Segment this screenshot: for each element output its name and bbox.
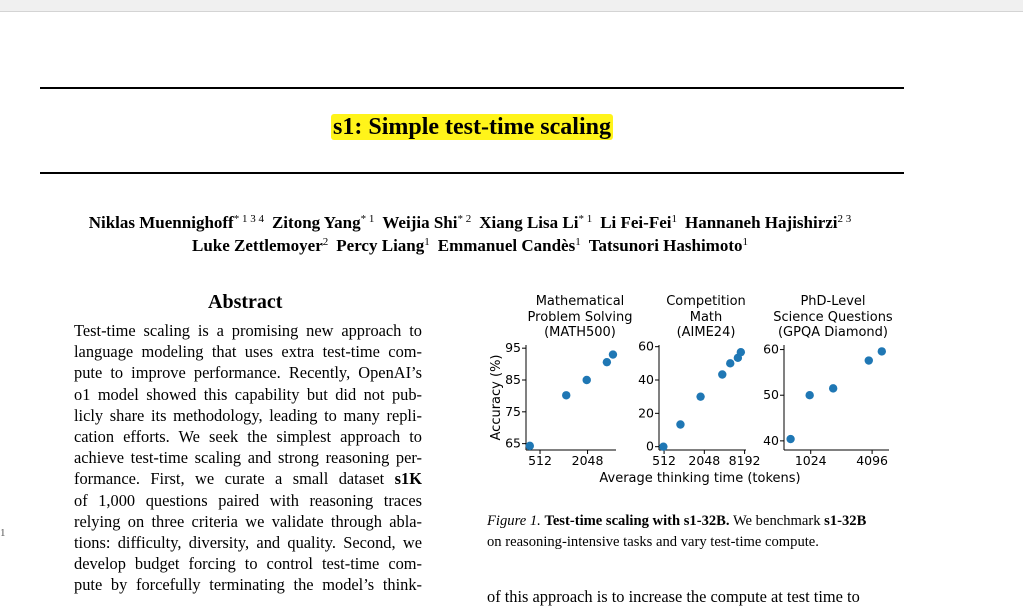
data-point	[718, 370, 726, 378]
author-name: Zitong Yang$^{* 1}$	[271, 213, 375, 232]
chart-title-line: Mathematical	[535, 294, 625, 309]
author-affiliation: * 1 3 4	[233, 213, 264, 225]
chart-title-line: (AIME24)	[676, 325, 736, 340]
caption-label: Figure 1.	[487, 513, 541, 529]
abstract-line: achieve test-time scaling and strong reasoning per-	[74, 448, 422, 468]
abstract-line: relying on three criteria we validate through abla-	[74, 511, 422, 531]
body-text-cutoff: of this approach is to increase the compute at test time to	[487, 587, 860, 606]
chart-title-line: Science Questions	[773, 309, 893, 325]
data-point	[526, 442, 534, 450]
chart-title-line: PhD-Level	[800, 294, 866, 309]
data-point	[609, 350, 617, 358]
data-point	[878, 347, 886, 355]
x-axis-label: Average thinking time (tokens)	[599, 471, 801, 486]
x-tick-label: 512	[652, 453, 676, 468]
author-affiliation: 2	[322, 236, 329, 248]
author-name: Li Fei-Fei$^1$	[600, 213, 677, 232]
x-tick-label: 512	[528, 453, 552, 468]
abstract-line: pute by forcefully terminating the model’s think-	[74, 575, 422, 595]
abstract-line: cation efforts. We seek the simplest approach to	[74, 427, 422, 447]
abstract-line: pute to improve performance. Recently, OpenAI’s	[74, 363, 422, 383]
caption-bold-2: s1-32B	[824, 513, 867, 529]
abstract-line: licly share its methodology, leading to many repli-	[74, 405, 422, 425]
authors-line-2	[0, 231, 940, 257]
author-affiliation: * 2	[457, 213, 472, 225]
author-affiliation: 1	[575, 236, 581, 248]
data-point	[829, 384, 837, 392]
y-tick-label: 65	[505, 435, 521, 451]
author-name: Xiang Lisa Li$^{* 1}$	[479, 213, 593, 232]
title-rule-top	[40, 87, 904, 89]
abstract-line: Test-time scaling is a promising new approach to	[74, 321, 422, 340]
y-tick-label: 0	[646, 438, 654, 454]
abstract-line-text: formance. First, we curate a small dataset	[74, 469, 395, 489]
author-name: Hannaneh Hajishirzi$^{2 3}$	[684, 213, 852, 232]
caption-line-2: on reasoning-intensive tasks and vary test-time compute.	[487, 534, 819, 550]
browser-top-bar	[0, 0, 1023, 12]
figure-caption	[487, 511, 907, 553]
data-point	[726, 359, 734, 367]
title-highlight: s1: Simple test-time scaling	[333, 114, 611, 140]
caption-text: We benchmark	[732, 513, 821, 529]
author-affiliation: 1	[742, 236, 749, 248]
x-tick-label: 2048	[688, 453, 721, 468]
data-point	[603, 358, 611, 366]
y-tick-label: 20	[638, 405, 654, 421]
author-name: Emmanuel Candès$^1$	[437, 236, 581, 255]
chart-title-line: Math	[689, 309, 723, 325]
y-tick-label: 40	[638, 372, 654, 387]
abstract-line: of 1,000 questions paired with reasoning traces	[74, 490, 422, 510]
y-axis-label: Accuracy (%)	[489, 354, 504, 441]
author-affiliation: * 1	[578, 213, 593, 225]
margin-mark: 1	[0, 527, 6, 539]
y-tick-label: 60	[638, 338, 654, 354]
author-name: Niklas Muennighoff$^{* 1 3 4}$	[88, 213, 264, 232]
author-affiliation: 1	[424, 236, 430, 248]
abstract-line: language modeling that uses extra test-time com-	[74, 342, 422, 362]
chart-title-line: (GPQA Diamond)	[777, 325, 888, 340]
title-rule-bottom	[40, 172, 904, 174]
chart-title-line: (MATH500)	[544, 325, 616, 340]
data-point	[676, 420, 684, 428]
data-point	[786, 435, 794, 443]
y-tick-label: 75	[505, 403, 521, 419]
data-point	[659, 442, 667, 450]
y-tick-label: 40	[763, 432, 779, 448]
dataset-name: s1K	[394, 469, 422, 489]
author-affiliation: * 1	[360, 213, 375, 225]
figure-1-chart	[480, 290, 910, 490]
abstract-line: o1 model showed this capability but did not pub-	[74, 384, 422, 404]
abstract-line: tions: difficulty, diversity, and quality. Second, we	[74, 533, 422, 553]
figure-1	[480, 290, 910, 490]
abstract-line: develop budget forcing to control test-time com-	[74, 554, 422, 574]
x-tick-label: 2048	[571, 453, 604, 468]
caption-bold: Test-time scaling with s1-32B.	[544, 513, 730, 529]
abstract-body	[74, 320, 422, 596]
y-tick-label: 95	[505, 340, 521, 356]
author-name: Luke Zettlemoyer$^2$	[191, 236, 329, 255]
y-tick-label: 85	[505, 372, 521, 387]
chart-title-line: Competition	[666, 294, 746, 309]
data-point	[737, 348, 745, 356]
data-point	[562, 391, 570, 399]
y-tick-label: 50	[763, 387, 779, 403]
data-point	[583, 376, 591, 384]
chart-title-line: Problem Solving	[527, 309, 633, 325]
data-point	[865, 356, 873, 364]
author-name: Tatsunori Hashimoto$^1$	[588, 236, 749, 255]
author-name: Weijia Shi$^{* 2}$	[382, 213, 472, 232]
data-point	[805, 391, 813, 399]
paper-title	[0, 114, 944, 141]
y-tick-label: 60	[763, 341, 779, 357]
abstract-line	[74, 468, 422, 489]
x-tick-label: 4096	[856, 453, 889, 468]
x-tick-label: 8192	[728, 453, 761, 468]
author-name: Percy Liang$^1$	[336, 236, 430, 255]
data-point	[696, 392, 704, 400]
author-affiliation: 2 3	[837, 213, 852, 225]
x-tick-label: 1024	[794, 453, 827, 468]
abstract-heading: Abstract	[208, 291, 283, 313]
author-affiliation: 1	[671, 213, 677, 225]
